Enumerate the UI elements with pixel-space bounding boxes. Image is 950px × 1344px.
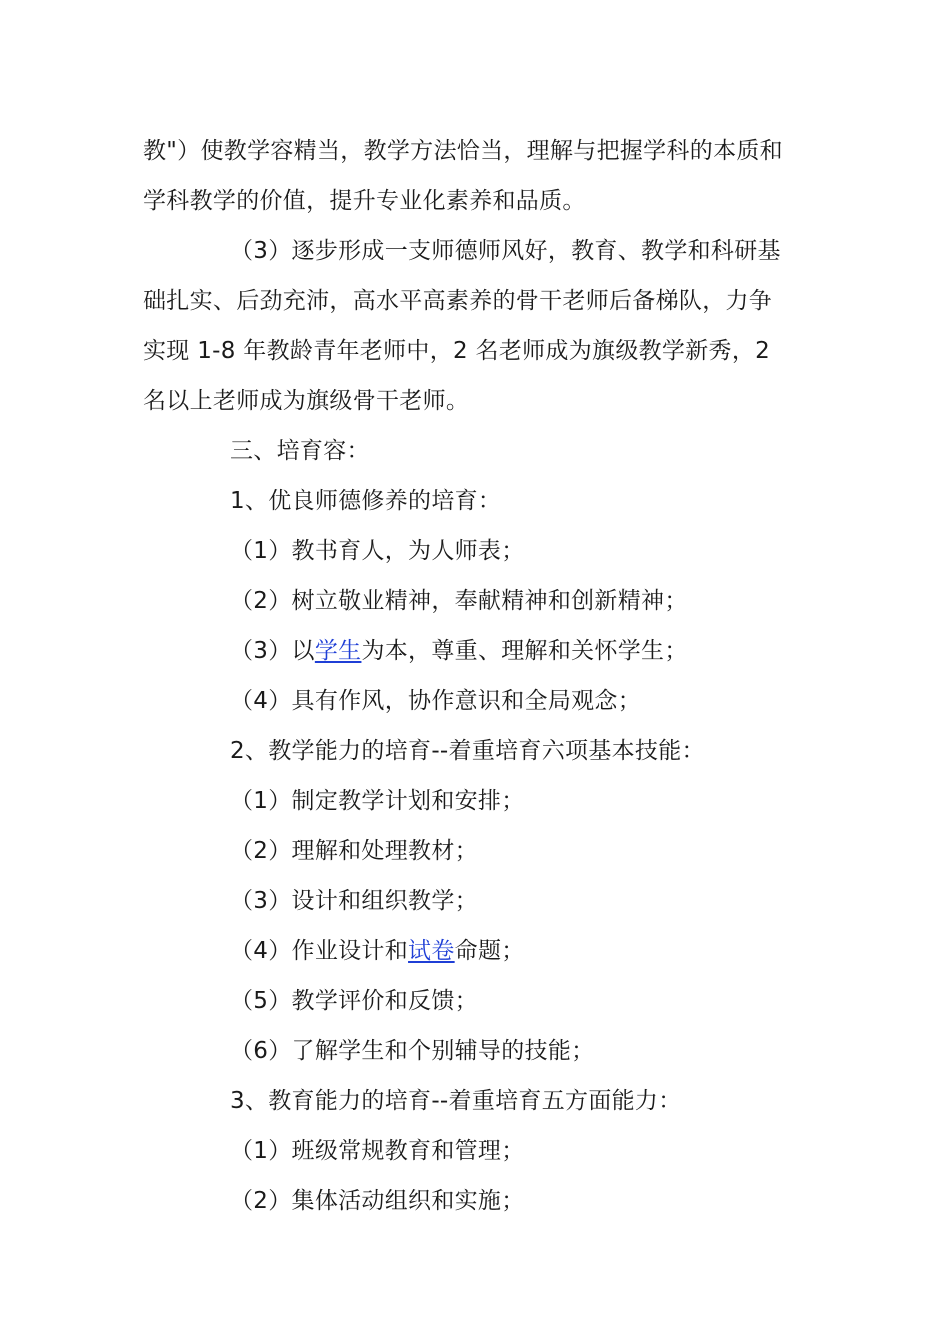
exam-paper-link[interactable]: 试卷: [408, 938, 455, 964]
list-item: （4）具有作风，协作意识和全局观念；: [230, 688, 642, 714]
list-item: （5）教学评价和反馈；: [230, 988, 478, 1014]
list-item-suffix: 命题；: [454, 938, 525, 964]
subsection-heading: 2、教学能力的培育--着重培育六项基本技能：: [230, 738, 705, 764]
subsection-heading: 3、教育能力的培育--着重培育五方面能力：: [230, 1088, 682, 1114]
section-heading: 三、培育容：: [230, 438, 370, 464]
body-text-line: 础扎实、后劲充沛，高水平高素养的骨干老师后备梯队，力争: [143, 288, 773, 314]
list-item: （2）集体活动组织和实施；: [230, 1188, 525, 1214]
list-item: （2）树立敬业精神，奉献精神和创新精神；: [230, 588, 688, 614]
list-item: [230, 936, 525, 966]
list-item: （1）班级常规教育和管理；: [230, 1138, 525, 1164]
list-item-prefix: （4）作业设计和: [230, 938, 409, 964]
list-item-suffix: 为本，尊重、理解和关怀学生；: [361, 638, 688, 664]
list-item: （6）了解学生和个别辅导的技能；: [230, 1038, 595, 1064]
student-link[interactable]: 学生: [314, 638, 362, 664]
list-item: （2）理解和处理教材；: [230, 838, 478, 864]
list-item: （3）设计和组织教学；: [230, 888, 478, 914]
subsection-heading: 1、优良师德修养的培育：: [230, 488, 502, 514]
body-text-line: 实现 1-8 年教龄青年老师中，2 名老师成为旗级教学新秀，2: [143, 338, 771, 364]
list-item-prefix: （3）以: [230, 638, 315, 664]
body-text-line: 学科教学的价值，提升专业化素养和品质。: [143, 188, 586, 214]
list-item: （1）教书育人，为人师表；: [230, 538, 525, 564]
body-text-line: （3）逐步形成一支师德师风好，教育、教学和科研基: [230, 238, 781, 264]
body-text-line: 名以上老师成为旗级骨干老师。: [143, 388, 470, 414]
body-text-line: 教"）使教学容精当，教学方法恰当，理解与把握学科的本质和: [143, 138, 783, 164]
list-item: [230, 636, 688, 666]
list-item: （1）制定教学计划和安排；: [230, 788, 525, 814]
